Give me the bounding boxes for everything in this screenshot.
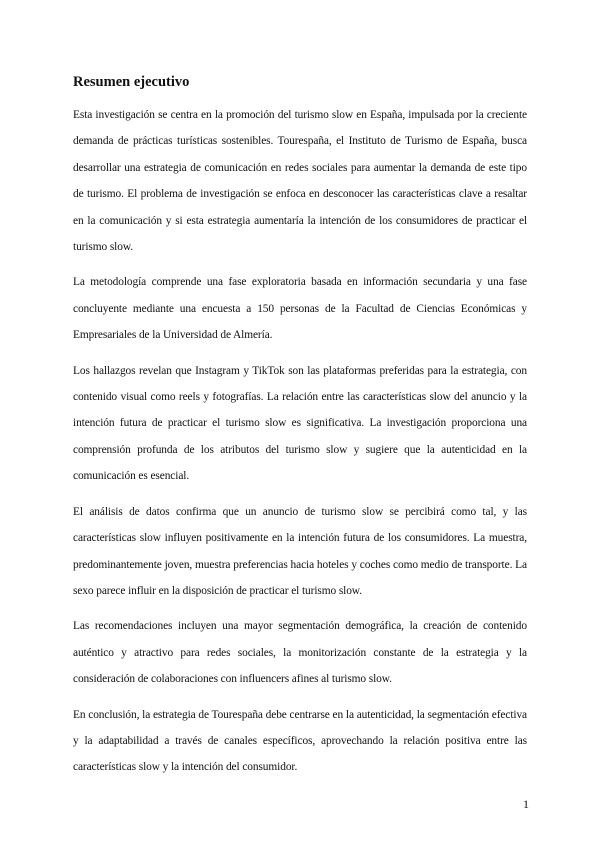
page-content xyxy=(73,72,527,790)
paragraph-methodology: La metodología comprende una fase exploratoria basada en información secundaria y una fase concluyente mediante una encuesta a 150 personas de la Facultad de Ciencias Económicas y Empresariales de la Universidad de Almería. xyxy=(73,276,527,342)
section-heading: Resumen ejecutivo xyxy=(73,74,190,90)
paragraph-conclusion: En conclusión, la estrategia de Tourespaña debe centrarse en la autenticidad, la segmentación efectiva y la adaptabilidad a través de canales específicos, aprovechando la relación positiva entre las características slow y la intención del consumidor. xyxy=(73,708,527,774)
paragraph-recommendations: Las recomendaciones incluyen una mayor segmentación demográfica, la creación de contenido auténtico y atractivo para redes sociales, la monitorización constante de la estrategia y la consideración de colaboraciones con influencers afines al turismo slow. xyxy=(73,620,527,686)
paragraph-findings: Los hallazgos revelan que Instagram y TikTok son las plataformas preferidas para la estrategia, con contenido visual como reels y fotografías. La relación entre las características slow del anuncio y la intención futura de practicar el turismo slow es significativa. La investigación proporciona una comprensión profunda de los atributos del turismo slow y sugiere que la autenticidad en la comunicación es esencial. xyxy=(73,364,527,483)
page-number: 1 xyxy=(523,797,529,811)
paragraph-data-analysis: El análisis de datos confirma que un anuncio de turismo slow se percibirá como tal, y las características slow influyen positivamente en la intención futura de los consumidores. La muestra, predominantemente joven, muestra preferencias hacia hoteles y coches como medio de transporte. La sexo parece influir en la disposición de practicar el turismo slow. xyxy=(73,505,527,597)
paragraph-introduction: Esta investigación se centra en la promoción del turismo slow en España, impulsada por la creciente demanda de prácticas turísticas sostenibles. Tourespaña, el Instituto de Turismo de España, busca desarrollar una estrategia de comunicación en redes sociales para aumentar la demanda de este tipo de turismo. El problema de investigación se enfoca en desconocer las características clave a resaltar en la comunicación y si esta estrategia aumentaría la intención de los consumidores de practicar el turismo slow. xyxy=(73,109,527,254)
